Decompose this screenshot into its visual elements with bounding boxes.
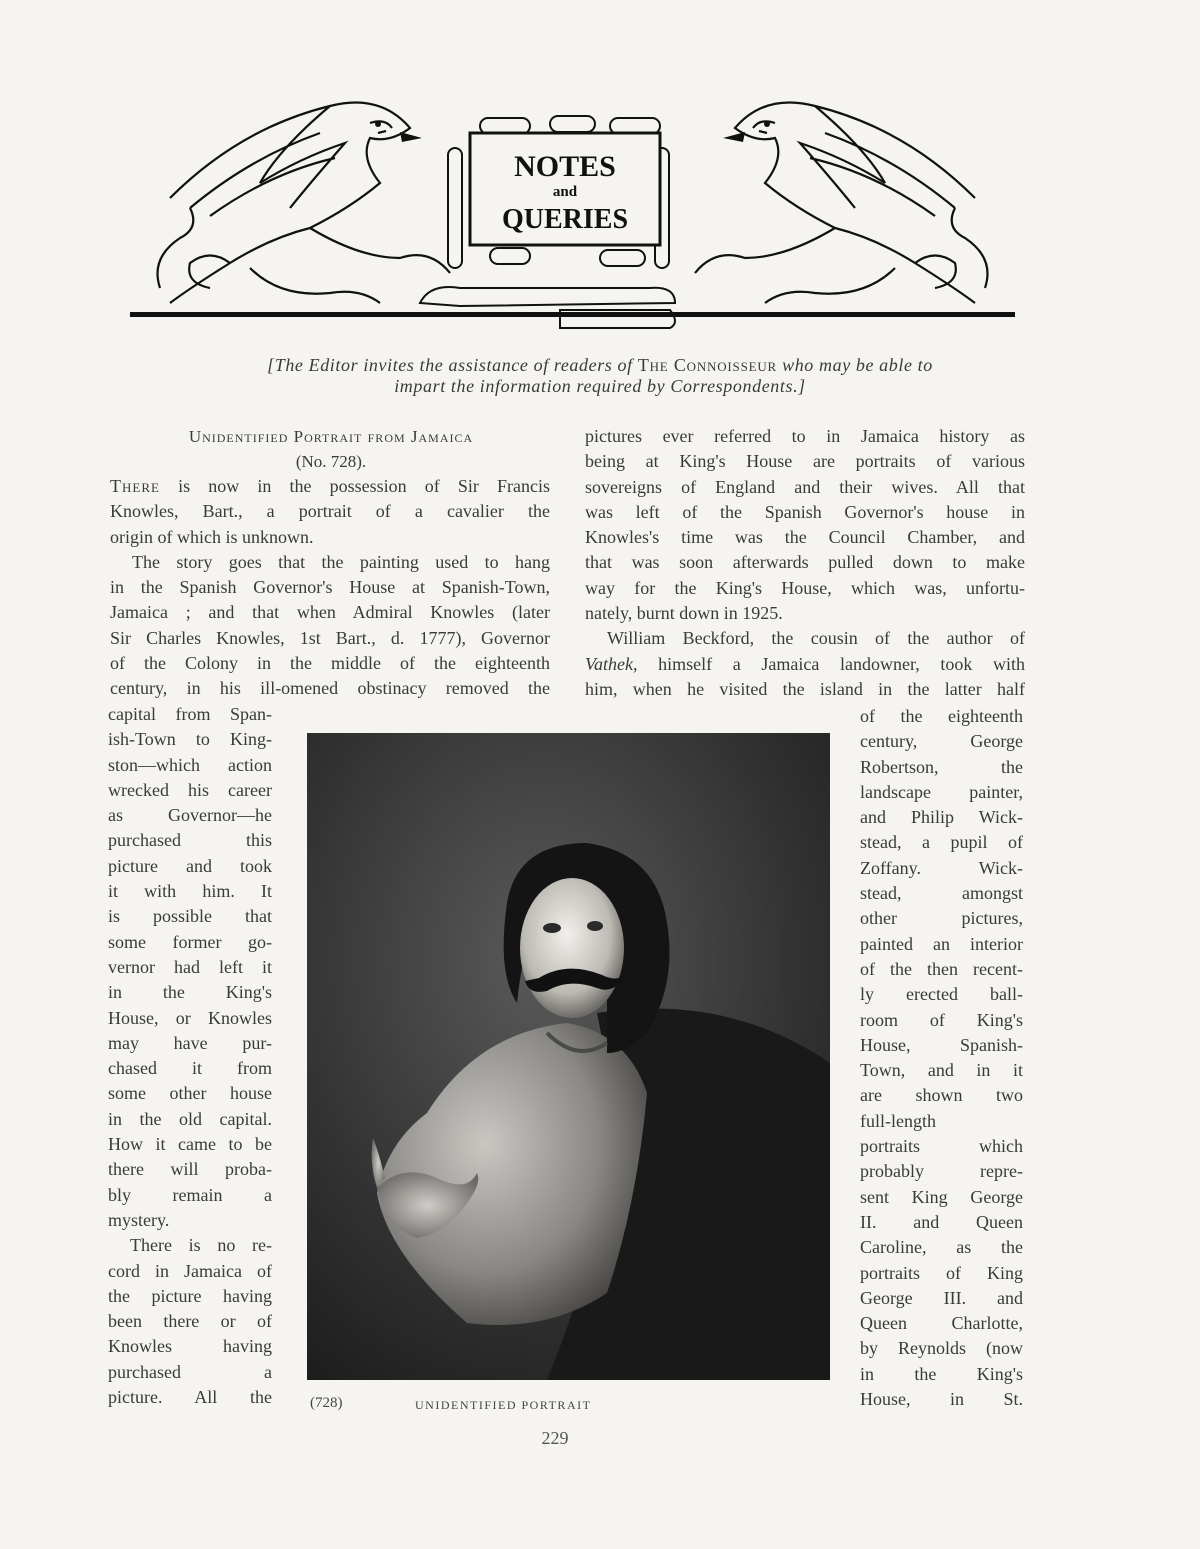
text-line: is possible that [108,906,272,927]
text-line: George III. and [860,1287,1023,1308]
text-line: There is no re- [130,1235,272,1256]
text-line: of the Colony in the middle of the eighteenth [110,653,550,674]
text-line: landscape painter, [860,781,1023,802]
right-column-top [585,424,1025,702]
text-line: House, Spanish- [860,1034,1023,1055]
text-line: House, or Knowles [108,1007,272,1028]
book-title: Vathek [585,653,633,674]
text-line: purchased a [108,1361,272,1382]
text-line: other pictures, [860,908,1023,929]
text-line: that was soon afterwards pulled down to make [585,552,1025,573]
text-line: There is now in the possession of Sir Francis [110,476,550,496]
text-line: of the eighteenth [860,706,1023,726]
text-line: picture. All the [108,1387,272,1408]
text-line: room of King's [860,1009,1023,1030]
text-line: and Philip Wick- [860,807,1023,828]
text-line: in the old capital. [108,1108,272,1129]
text-line: of the then recent- [860,958,1023,979]
left-column-top [110,474,550,702]
griffin-ornament-icon [130,88,1015,333]
text-line: Knowles, Bart., a portrait of a cavalier the [110,501,550,522]
article-number: (No. 728). [295,452,367,471]
text-line: Knowles's time was the Council Chamber, and [585,527,1025,548]
text-line: being at King's House are portraits of various [585,451,1025,472]
text-line: Jamaica ; and that when Admiral Knowles (later [110,602,550,623]
text-line: pictures ever referred to in Jamaica history as [585,426,1025,446]
text-line: him, when he visited the island in the latter half [585,678,1025,699]
text-line: century, George [860,731,1023,752]
text-line: century, in his ill-omened obstinacy removed the [110,678,550,699]
text-line: House, in St. [860,1389,1023,1410]
text-line: ly erected ball- [860,984,1023,1005]
text-line: chased it from [108,1058,272,1079]
page-number: 229 [541,1428,569,1448]
header-ornament [130,88,1015,333]
text-line: it with him. It [108,881,272,902]
text-line: Knowles having [108,1336,272,1357]
text-line: as Governor—he [108,805,272,826]
text-line: stead, amongst [860,883,1023,904]
text-line: origin of which is unknown. [110,526,314,547]
text-line: Queen Charlotte, [860,1313,1023,1334]
text-line: probably repre- [860,1161,1023,1182]
text-line: cord in Jamaica of [108,1260,272,1281]
text-line: in the Spanish Governor's House at Spanish-Town, [110,577,550,598]
text-line: full-length [860,1110,936,1131]
figure-number: (728) [310,1395,343,1411]
text-line: in the King's [860,1363,1023,1384]
text-line: in the King's [108,982,272,1003]
text-line: the picture having [108,1285,272,1306]
text-line: Robertson, the [860,756,1023,777]
figure-caption: UNIDENTIFIED PORTRAIT [415,1398,592,1412]
text-line: vernor had left it [108,956,272,977]
text-line: ish-Town to King- [108,729,272,750]
right-column-narrow [860,704,1023,1412]
text-line: picture and took [108,855,272,876]
lead-word: There [110,476,160,496]
left-column-narrow [108,702,272,1410]
text-line: painted an interior [860,933,1023,954]
text-line: Zoffany. Wick- [860,857,1023,878]
text-line: Caroline, as the [860,1237,1023,1258]
text-line: capital from Span- [108,704,272,724]
text-line: Town, and in it [860,1060,1023,1081]
text-line: sovereigns of England and their wives. All that [585,476,1025,497]
text-line: The story goes that the painting used to hang [132,551,550,572]
text-line: there will proba- [108,1159,272,1180]
text-line: bly remain a [108,1184,272,1205]
cavalier-portrait-icon [307,733,830,1380]
text-line: some other house [108,1083,272,1104]
text-line: Vathek, himself a Jamaica landowner, took with [585,653,1025,674]
text-line: sent King George [860,1186,1023,1207]
magazine-name: The Connoisseur [637,355,777,375]
text-line: some former go- [108,931,272,952]
header-title-notes: NOTES [514,150,616,183]
text-line: purchased this [108,830,272,851]
text-line: way for the King's House, which was, unfortu- [585,577,1025,598]
text-line: nately, burnt down in 1925. [585,603,783,624]
text-line: mystery. [108,1209,170,1230]
text-line: portraits of King [860,1262,1023,1283]
header-title-queries: QUERIES [501,204,629,235]
text-line: Sir Charles Knowles, 1st Bart., d. 1777), Governor [110,627,550,648]
editor-note-line-2: impart the information required by Correspondents.] [394,376,806,396]
text-line: may have pur- [108,1032,272,1053]
header-title-and: and [552,184,578,200]
editor-note [120,355,1080,397]
text-line: been there or of [108,1311,272,1332]
text-line: How it came to be [108,1134,272,1155]
text-line: II. and Queen [860,1211,1023,1232]
text-line: portraits which [860,1136,1023,1157]
text-line: stead, a pupil of [860,832,1023,853]
portrait-image [307,733,830,1380]
text-line: ston—which action [108,754,272,775]
text-line: William Beckford, the cousin of the author of [607,628,1025,649]
text-line: was left of the Spanish Governor's house in [585,501,1025,522]
text-line: wrecked his career [108,779,272,800]
editor-note-line-1: [The Editor invites the assistance of readers of The Connoisseur who may be able to [267,355,933,375]
text-line: by Reynolds (now [860,1338,1023,1359]
article-heading: Unidentified Portrait from Jamaica [188,427,474,446]
text-line: are shown two [860,1085,1023,1106]
